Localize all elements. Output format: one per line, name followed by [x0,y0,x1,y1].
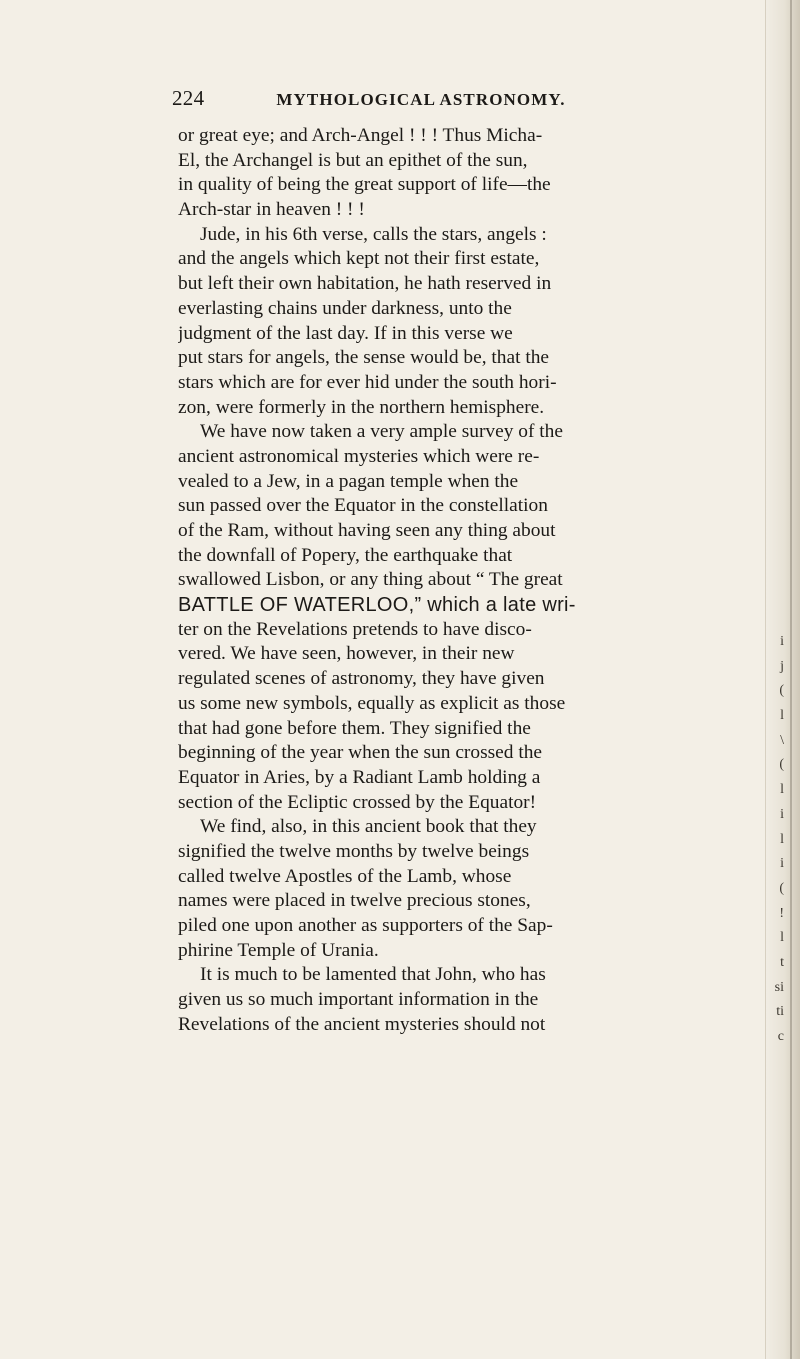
edge-letter: l [780,708,784,724]
text-line: the downfall of Popery, the earthquake that [178,544,513,566]
text-line: of the Ram, without having seen any thing about [178,520,556,541]
edge-letter: i [780,634,784,649]
edge-letter: t [780,954,784,970]
text-line: Equator in Aries, by a Radiant Lamb holding a [178,766,541,788]
text-line: vered. We have seen, however, in their new [178,643,515,665]
text-line: sun passed over the Equator in the constellation [178,495,548,517]
text-line: Arch-star in heaven ! ! ! [178,199,365,221]
text-line: regulated scenes of astronomy, they have given [178,668,545,690]
text-line: El, the Archangel is but an epithet of the sun, [178,149,528,171]
text-line: signified the twelve months by twelve beings [178,840,530,862]
text-line: ancient astronomical mysteries which were re- [178,445,540,467]
running-head: MYTHOLOGICAL ASTRONOMY. [276,90,566,109]
text-line: BATTLE OF WATERLOO,” which a late wri- [178,594,576,617]
page-header [172,86,692,116]
paragraph-start-line: We find, also, in this ancient book that they [200,816,537,838]
text-line: given us so much important information in the [178,989,539,1011]
text-line: beginning of the year when the sun crossed the [178,742,543,764]
text-line: names were placed in twelve precious stones, [178,890,531,912]
paragraph-start-line: It is much to be lamented that John, who has [200,964,546,986]
text-line: swallowed Lisbon, or any thing about “ The great [178,569,563,591]
text-line: called twelve Apostles of the Lamb, whose [178,865,512,887]
edge-letter: ( [779,757,784,773]
edge-letter: l [780,930,784,946]
facing-page-letters [768,630,784,1050]
edge-letter: \ [780,732,784,748]
text-line: everlasting chains under darkness, unto the [178,297,512,319]
edge-letter: ti [776,1004,784,1020]
text-line: in quality of being the great support of life—the [178,174,551,196]
text-line: vealed to a Jew, in a pagan temple when the [178,470,519,492]
text-line: section of the Ecliptic crossed by the Equator! [178,791,537,813]
edge-letter: c [777,1029,784,1044]
text-line: but left their own habitation, he hath reserved in [178,273,552,295]
edge-letter: ( [779,880,784,896]
text-line: stars which are for ever hid under the south hori- [178,371,557,393]
text-line: ter on the Revelations pretends to have disco- [178,618,532,640]
edge-letter: j [780,658,784,674]
text-line: and the angels which kept not their first estate, [178,248,540,270]
edge-letter: i [780,806,784,822]
text-line: us some new symbols, equally as explicit as those [178,692,566,714]
paragraph-start-line: We have now taken a very ample survey of the [200,421,563,443]
edge-letter: ( [779,683,784,699]
text-line: that had gone before them. They signified the [178,717,531,739]
page-number: 224 [172,86,205,110]
edge-letter: si [774,979,784,995]
page-fold-line [790,0,792,1359]
text-line: or great eye; and Arch-Angel ! ! ! Thus Micha- [178,125,543,146]
paragraph-start-line: Jude, in his 6th verse, calls the stars, angels : [200,223,547,245]
edge-letter: i [780,856,784,872]
text-line: judgment of the last day. If in this verse we [178,322,513,344]
edge-letter: l [780,831,784,847]
edge-letter: ! [779,905,784,921]
text-line: zon, were formerly in the northern hemisphere. [178,396,545,418]
edge-letter: l [780,782,784,798]
page-body [178,124,752,1037]
text-line: Revelations of the ancient mysteries should not [178,1013,546,1035]
text-line: piled one upon another as supporters of the Sap- [178,915,553,936]
text-line: put stars for angels, the sense would be, that the [178,347,550,369]
text-line: phirine Temple of Urania. [178,939,379,961]
